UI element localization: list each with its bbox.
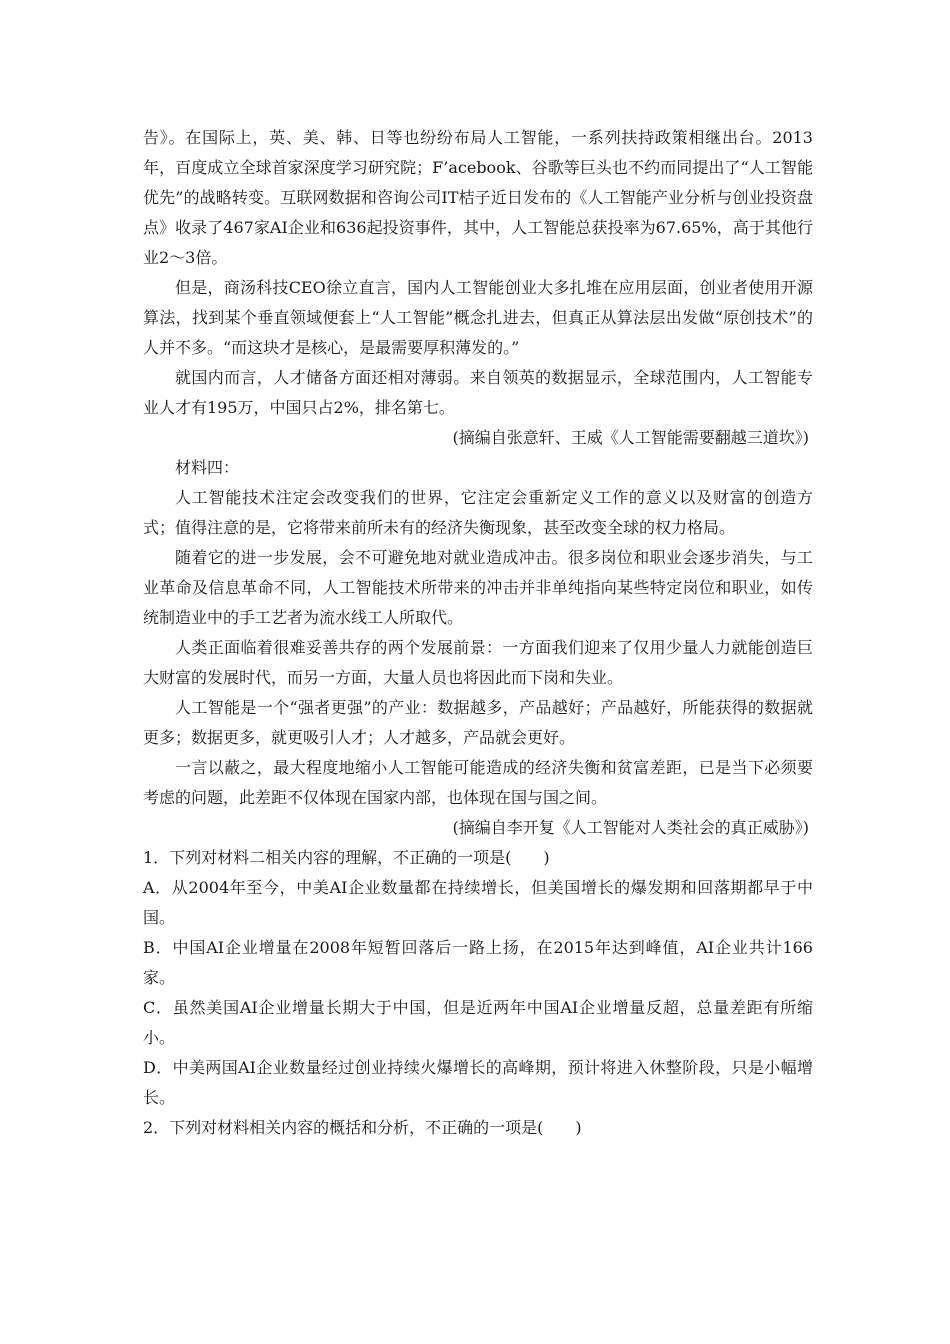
question-2-stem: 2．下列对材料相关内容的概括和分析，不正确的一项是( ) — [143, 1118, 582, 1137]
question-1-option-d: D．中美两国AI企业数量经过创业持续火爆增长的高峰期，预计将进入休整阶段，只是小幅增长。 — [143, 1058, 813, 1107]
paragraph-material3-3: 就国内而言，人才储备方面还相对薄弱。来自领英的数据显示，全球范围内，人工智能专业人才有195万，中国只占2%，排名第七。 — [143, 368, 813, 417]
paragraph-material4-4: 人工智能是一个“强者更强”的产业：数据越多，产品越好；产品越好，所能获得的数据就更多；数据更多，就更吸引人才；人才越多，产品就会更好。 — [143, 698, 813, 747]
paragraph-material4-5: 一言以蔽之，最大程度地缩小人工智能可能造成的经济失衡和贫富差距，已是当下必须要考虑的问题，此差距不仅体现在国家内部，也体现在国与国之间。 — [143, 758, 813, 807]
question-1-option-c: C．虽然美国AI企业增量长期大于中国，但是近两年中国AI企业增量反超，总量差距有所缩小。 — [143, 998, 813, 1047]
paragraph-material4-2: 随着它的进一步发展，会不可避免地对就业造成冲击。很多岗位和职业会逐步消失，与工业革命及信息革命不同，人工智能技术所带来的冲击并非单纯指向某些特定岗位和职业，如传统制造业中的手工艺者为流水线工人所取代。 — [143, 548, 813, 627]
document-body — [143, 123, 813, 1143]
paragraph-material4-3: 人类正面临着很难妥善共存的两个发展前景：一方面我们迎来了仅用少量人力就能创造巨大财富的发展时代，而另一方面，大量人员也将因此而下岗和失业。 — [143, 638, 813, 687]
paragraph-material4-1: 人工智能技术注定会改变我们的世界，它注定会重新定义工作的意义以及财富的创造方式；值得注意的是，它将带来前所未有的经济失衡现象，甚至改变全球的权力格局。 — [143, 488, 813, 537]
paragraph-material3-1: 告》。在国际上，英、美、韩、日等也纷纷布局人工智能，一系列扶持政策相继出台。2013年，百度成立全球首家深度学习研究院；F’acebook、谷歌等巨头也不约而同提出了“人工智能优先”的战略转变。互联网数据和咨询公司IT桔子近日发布的《人工智能产业分析与创业投资盘点》收录了467家AI企业和636起投资事件，其中，人工智能总获投率为67.65%，高于其他行业2～3倍。 — [143, 128, 813, 267]
question-1-option-a: A．从2004年至今，中美AI企业数量都在持续增长，但美国增长的爆发期和回落期都早于中国。 — [143, 878, 813, 927]
question-1-stem: 1．下列对材料二相关内容的理解，不正确的一项是( ) — [143, 848, 550, 867]
material4-heading: 材料四： — [175, 458, 240, 477]
question-1-option-b: B．中国AI企业增量在2008年短暂回落后一路上扬，在2015年达到峰值，AI企业共计166家。 — [143, 938, 813, 987]
source-citation-3: (摘编自张意轩、王威《人工智能需要翻越三道坎》) — [452, 428, 809, 447]
source-citation-4: (摘编自李开复《人工智能对人类社会的真正威胁》) — [452, 818, 809, 837]
paragraph-material3-2: 但是，商汤科技CEO徐立直言，国内人工智能创业大多扎堆在应用层面，创业者使用开源算法，找到某个垂直领域便套上“人工智能”概念扎进去，但真正从算法层出发做“原创技术”的人并不多。“而这块才是核心，是最需要厚积薄发的。” — [143, 278, 813, 357]
